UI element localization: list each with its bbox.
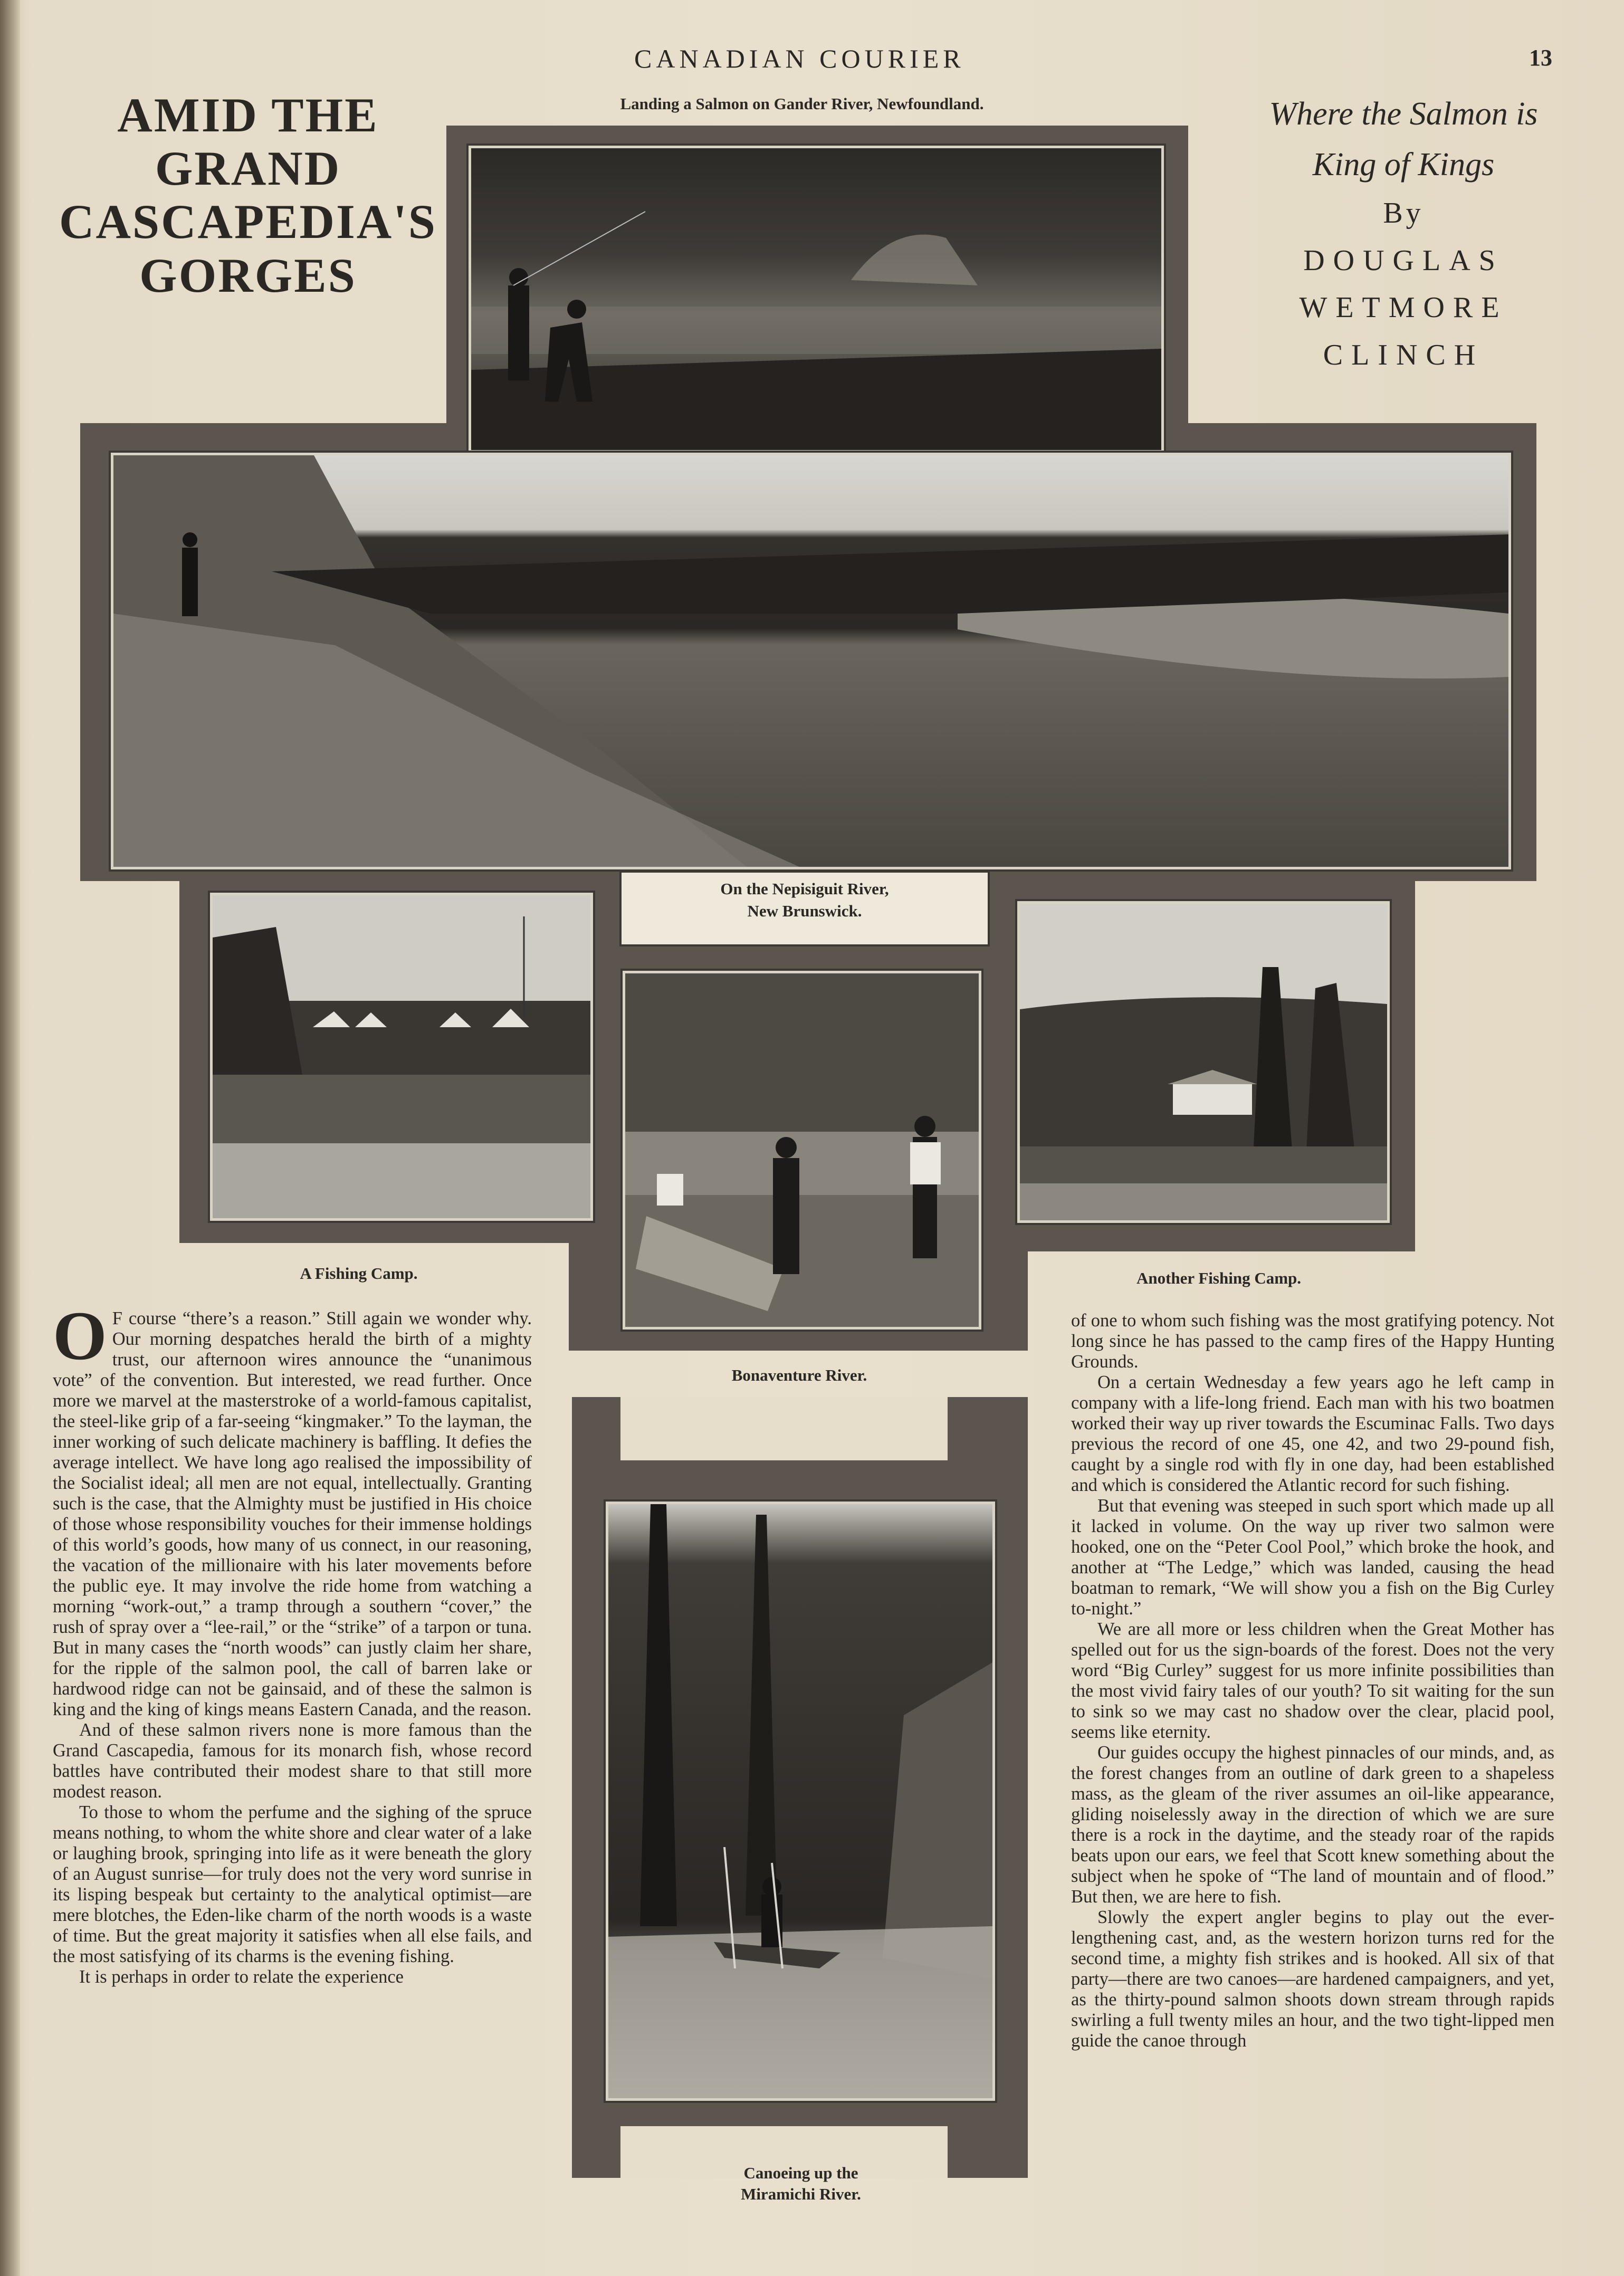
paragraph: We are all more or less children when the Great Mother has spelled out for us the sign-boards of the forest. Does not the very word “Big Curley” suggest for us more infinite possibilities than the most vivid fairy tales of our youth? To sit waiting for the sun to sink so we may cast no shadow over the clear, placid pool, seems like eternity. bbox=[1071, 1619, 1554, 1742]
body-right-column bbox=[1071, 1311, 1554, 2051]
publication-header: CANADIAN COURIER bbox=[634, 44, 965, 73]
paragraph: It is perhaps in order to relate the experience bbox=[79, 1967, 404, 1987]
author-line: CLINCH bbox=[1323, 338, 1484, 371]
photo-another-fishing-camp bbox=[1017, 901, 1390, 1223]
author-line: DOUGLAS bbox=[1303, 244, 1504, 277]
paragraph: But that evening was steeped in such sport which made up all it lacked in volume. On the way up river two salmon were hooked, one on the “Peter Cool Pool,” which broke the hook, and another at “The Ledge,” which was landed, causing the head boatman to remark, “We will show you a fish on the Big Curley to-night.” bbox=[1071, 1496, 1554, 1619]
caption-another-camp: Another Fishing Camp. bbox=[1136, 1269, 1302, 1287]
paragraph: And of these salmon rivers none is more famous than the Grand Cascapedia, famous for its monarch fish, whose record battles have contributed their modest share to that still more modest reason. bbox=[53, 1720, 532, 1802]
photo-nepisiguit-river bbox=[111, 453, 1511, 869]
title-line: AMID THE bbox=[117, 88, 379, 142]
paragraph-text: F course “there’s a reason.” Still again we wonder why. Our morning despatches herald the birth of a mighty trust, our afternoon wires announce the “unanimous vote” of the convention. But interested, we read further. Once more we marvel at the masterstroke of a world-famous capitalist, the steel-like grip of a far-seeing “kingmaker.” To the layman, the inner working of such delicate machinery is baffling. It defies the average intellect. We have long ago realised the impossibility of the Socialist ideal; all men are not equal, intellectually. Granting such is the case, that the Almighty must be justified in His choice of those whose responsibility vouches for their immense holdings of this world’s goods, how many of us connect, in our reasoning, the vacation of the millionaire with his later movements before the public eye. It may involve the ride home from watching a morning “work-out,” a tramp through a southern “cover,” the rush of spray over a “lee-rail,” or the “strike” of a tarpon or tuna. But in many cases the “north woods” can justly claim her share, for the ripple of the salmon pool, the call of barren lake or hardwood ridge can not be gainsaid, and of these the salmon is king and the king of kings means Eastern Canada, and the reason. bbox=[53, 1308, 532, 1719]
caption-fishing-camp: A Fishing Camp. bbox=[300, 1264, 418, 1283]
caption-top-photo: Landing a Salmon on Gander River, Newfoundland. bbox=[620, 94, 984, 113]
title-line: GRAND bbox=[155, 141, 341, 196]
byline bbox=[1214, 89, 1593, 379]
photo-canoe-miramichi bbox=[606, 1502, 995, 2101]
body-left-column bbox=[53, 1297, 532, 1987]
subtitle-line: King of Kings bbox=[1312, 147, 1495, 183]
caption-canoe-line1: Canoeing up the bbox=[743, 2164, 858, 2182]
title-line: CASCAPEDIA'S bbox=[59, 195, 437, 249]
paragraph: On a certain Wednesday a few years ago he left camp in company with a life-long friend. Each man with his two boatmen worked their way up river towards the Escuminac Falls. Two days previous the record of one 45, one 42, and two 29-pound fish, caught by a single rod with fly in one day, had been established and which is considered the Atlantic record for such fishing. bbox=[1071, 1372, 1554, 1495]
photo-fishing-camp bbox=[210, 893, 593, 1221]
article-title bbox=[53, 89, 443, 302]
paragraph: Slowly the expert angler begins to play out the ever-lengthening cast, and, as the western horizon turns red for the second time, a mighty fish strikes and is hooked. All six of that party—there are two canoes—are hardened campaigners, and yet, as the thirty-pound salmon shoots down stream through rapids swirling a full twenty miles an hour, and the two tight-lipped men guide the canoe through bbox=[1071, 1907, 1554, 2051]
binding-shadow bbox=[0, 0, 20, 2276]
paragraph: To those to whom the perfume and the sighing of the spruce means nothing, to whom the white shore and clear water of a lake or laughing brook, springing into life as it were beneath the glory of an August sunrise—for truly does not the very word sunrise in its lisping bespeak but certainty to the analytical optimist—are mere blotches, the Eden-like charm of the north woods is a waste of time. But the great majority it satisfies when all else fails, and the most satisfying of its charms is the evening fishing. bbox=[53, 1802, 532, 1966]
frame-cutout-top bbox=[620, 1397, 948, 1460]
photo-bonaventure-river bbox=[623, 971, 981, 1330]
subtitle-line: Where the Salmon is bbox=[1269, 96, 1538, 132]
author-line: WETMORE bbox=[1299, 291, 1508, 324]
dropcap: O bbox=[53, 1297, 107, 1374]
page-number: 13 bbox=[1529, 45, 1552, 71]
title-line: GORGES bbox=[139, 248, 357, 302]
caption-bonaventure: Bonaventure River. bbox=[731, 1366, 867, 1384]
caption-nepisiguit-line2: New Brunswick. bbox=[747, 902, 862, 920]
paragraph bbox=[53, 1297, 532, 1720]
by-label: By bbox=[1383, 197, 1424, 230]
caption-nepisiguit-line1: On the Nepisiguit River, bbox=[720, 879, 889, 898]
photo-landing-salmon bbox=[469, 146, 1164, 453]
paragraph: Our guides occupy the highest pinnacles of our minds, and, as the forest changes from an outline of dark green to a shapeless mass, as the gleam of the river assumes an oil-like appearance, gliding noiselessly away in the direction of which we are sure there is a rock in the daytime, and the steady roar of the rapids beats upon our ears, we feel that Scott knew something about the subject when he spoke of “The land of mountain and of flood.” But then, we are here to fish. bbox=[1071, 1743, 1554, 1907]
paragraph: of one to whom such fishing was the most gratifying potency. Not long since he has passed to the camp fires of the Happy Hunting Grounds. bbox=[1071, 1311, 1554, 1372]
caption-canoe-line2: Miramichi River. bbox=[741, 2185, 861, 2203]
